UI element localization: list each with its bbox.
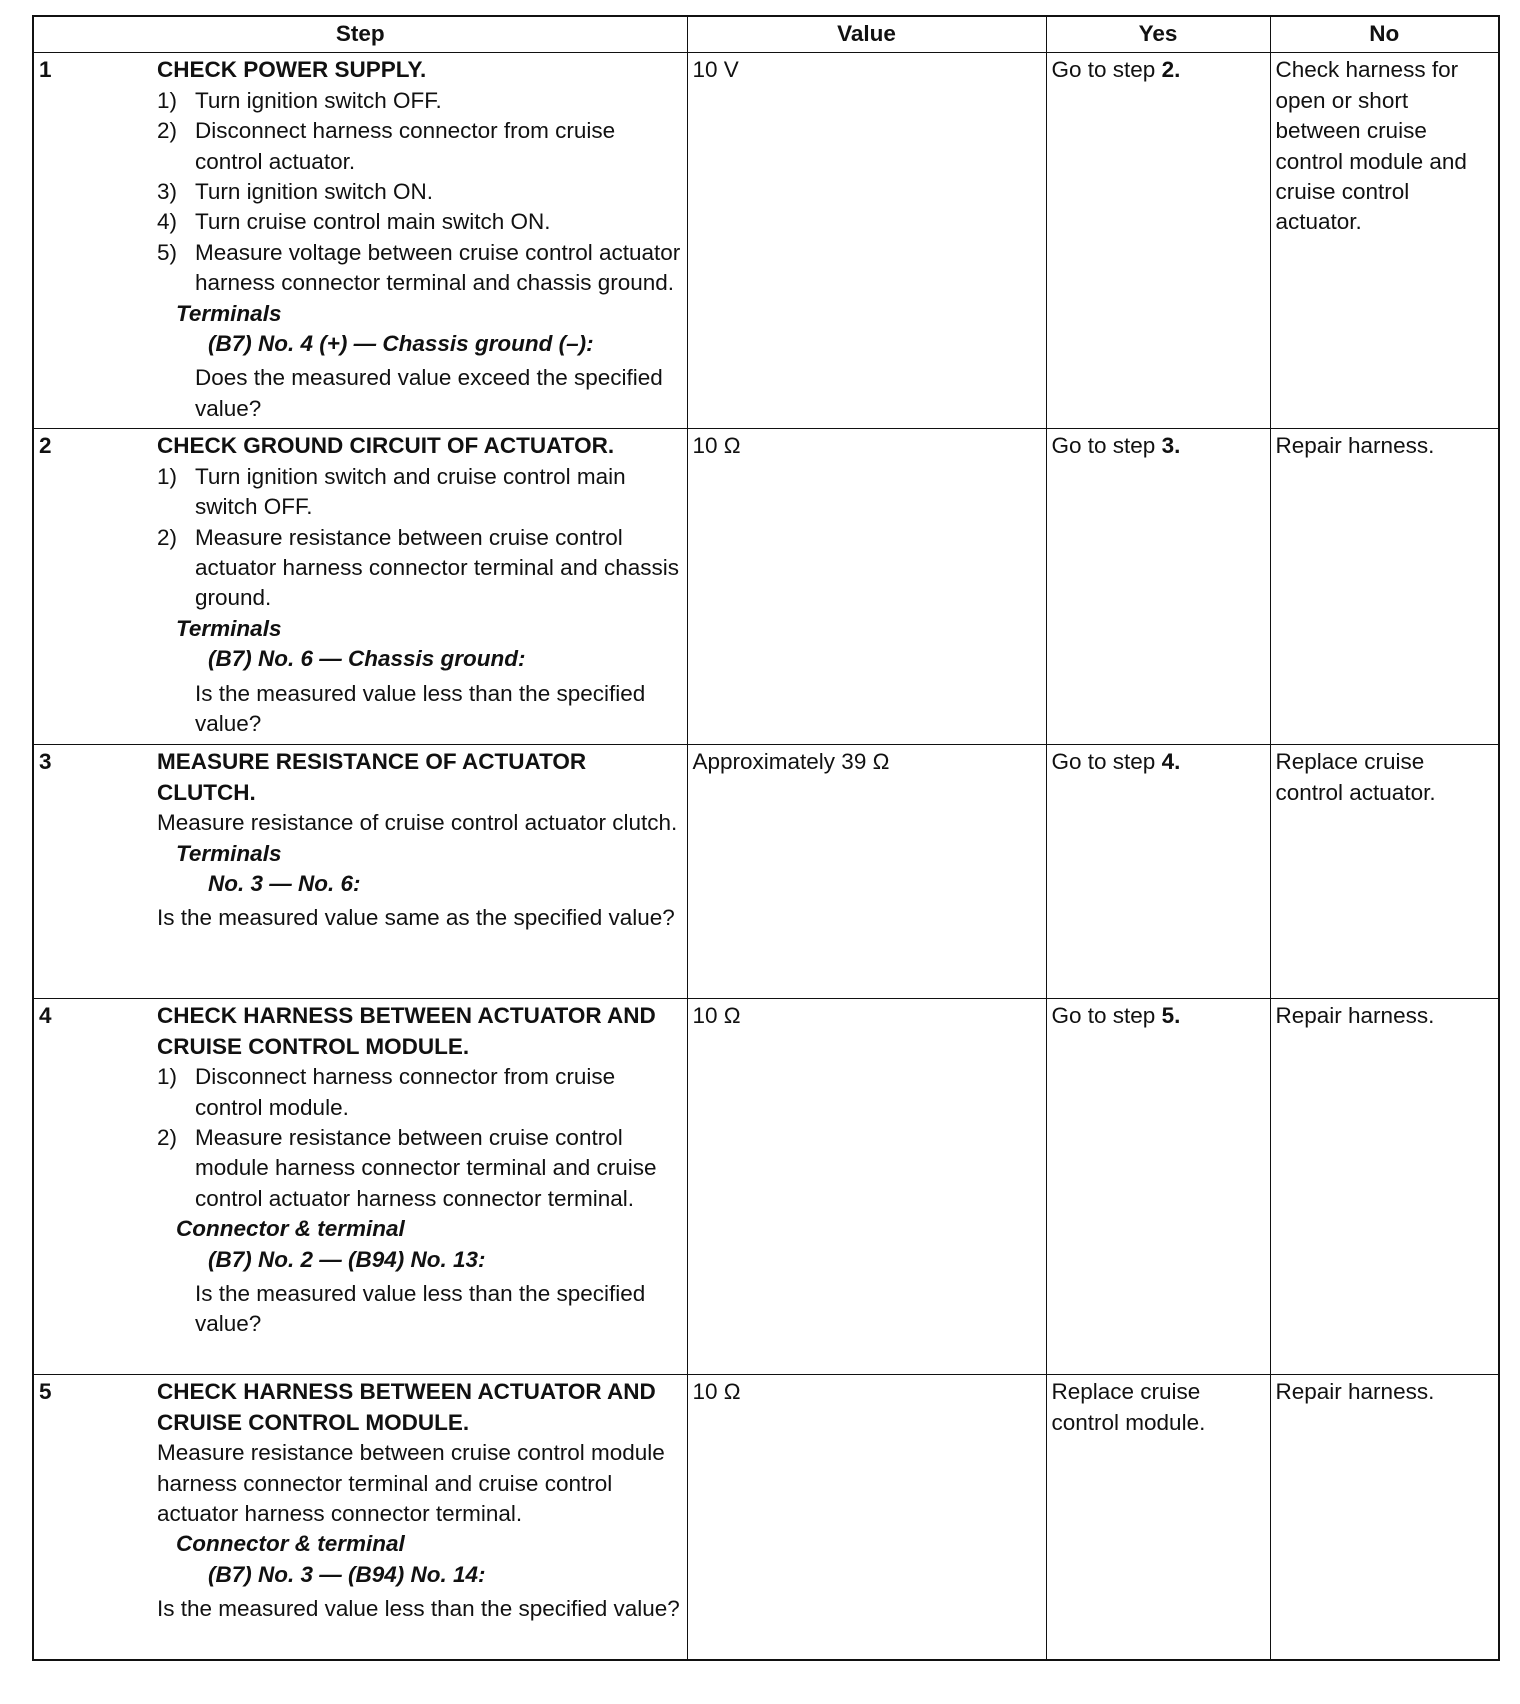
value-cell: 10 Ω — [687, 999, 1046, 1375]
step-cell — [33, 999, 687, 1375]
table-row — [33, 999, 1499, 1375]
connector-terminal-value: (B7) No. 2 — (B94) No. 13: — [208, 1246, 486, 1272]
header-no: No — [1270, 16, 1499, 53]
connector-terminal-label: Connector & terminal — [176, 1531, 405, 1557]
yes-cell: Go to step 5. — [1046, 999, 1270, 1375]
value-cell: 10 Ω — [687, 429, 1046, 745]
connector-terminal-label: Connector & terminal — [176, 1216, 405, 1242]
no-cell: Repair harness. — [1270, 429, 1499, 745]
terminals-label: Terminals — [176, 615, 282, 641]
terminals-label: Terminals — [176, 300, 282, 326]
step-text: Measure resistance of cruise control actuator clutch. — [157, 810, 678, 836]
substep: 2) Measure resistance between cruise control actuator harness connector terminal and chassis ground. — [157, 524, 680, 611]
table-row — [33, 53, 1499, 429]
step-number: 2 — [39, 433, 52, 459]
no-cell: Replace cruise control actuator. — [1270, 745, 1499, 999]
step-number: 5 — [39, 1379, 52, 1405]
yes-cell: Go to step 4. — [1046, 745, 1270, 999]
step-cell — [33, 745, 687, 999]
no-cell: Repair harness. — [1270, 1375, 1499, 1660]
no-cell: Check harness for open or short between cruise control module and cruise control actuator. — [1270, 53, 1499, 429]
step-cell — [33, 429, 687, 745]
header-step: Step — [33, 16, 687, 53]
step-number: 1 — [39, 57, 52, 83]
yes-cell: Go to step 2. — [1046, 53, 1270, 429]
value-cell: 10 Ω — [687, 1375, 1046, 1660]
substep: 1) Turn ignition switch OFF. — [157, 87, 442, 113]
substep: 2) Disconnect harness connector from cruise control actuator. — [157, 118, 616, 174]
step-cell — [33, 1375, 687, 1660]
step-cell — [33, 53, 687, 429]
diagnostic-table — [32, 15, 1500, 1661]
table-row — [33, 745, 1499, 999]
yes-cell: Go to step 3. — [1046, 429, 1270, 745]
yes-cell: Replace cruise control module. — [1046, 1375, 1270, 1660]
step-question: Does the measured value exceed the specified value? — [195, 365, 663, 421]
terminals-value: (B7) No. 4 (+) — Chassis ground (–): — [208, 331, 594, 357]
connector-terminal-value: (B7) No. 3 — (B94) No. 14: — [208, 1561, 486, 1587]
terminals-value: (B7) No. 6 — Chassis ground: — [208, 646, 526, 672]
step-title: CHECK GROUND CIRCUIT OF ACTUATOR. — [157, 433, 615, 459]
step-title: CHECK HARNESS BETWEEN ACTUATOR AND CRUISE CONTROL MODULE. — [157, 1379, 656, 1435]
no-cell: Repair harness. — [1270, 999, 1499, 1375]
substep: 3) Turn ignition switch ON. — [157, 179, 433, 205]
value-cell: 10 V — [687, 53, 1046, 429]
step-question: Is the measured value less than the specified value? — [157, 1596, 680, 1622]
step-title: CHECK POWER SUPPLY. — [157, 57, 427, 83]
substep: 5) Measure voltage between cruise control actuator harness connector terminal and chassis ground. — [157, 239, 681, 296]
step-link: 5. — [1161, 1003, 1181, 1029]
step-link: 3. — [1161, 433, 1181, 459]
terminals-value: No. 3 — No. 6: — [208, 870, 361, 896]
step-link: 2. — [1161, 57, 1181, 83]
header-row — [33, 16, 1499, 53]
terminals-label: Terminals — [176, 840, 282, 866]
step-link: 4. — [1161, 749, 1181, 775]
step-title: CHECK HARNESS BETWEEN ACTUATOR AND CRUISE CONTROL MODULE. — [157, 1003, 656, 1059]
step-question: Is the measured value less than the specified value? — [195, 680, 646, 736]
substep: 4) Turn cruise control main switch ON. — [157, 209, 551, 235]
step-number: 3 — [39, 749, 52, 775]
step-title: MEASURE RESISTANCE OF ACTUATOR CLUTCH. — [157, 749, 587, 805]
substep: 1) Disconnect harness connector from cruise control module. — [157, 1064, 616, 1120]
substep: 2) Measure resistance between cruise control module harness connector terminal and cruise control actuator harness connector terminal. — [157, 1124, 657, 1211]
step-number: 4 — [39, 1003, 52, 1029]
table-row — [33, 1375, 1499, 1660]
header-value: Value — [687, 16, 1046, 53]
header-yes: Yes — [1046, 16, 1270, 53]
value-cell: Approximately 39 Ω — [687, 745, 1046, 999]
step-text: Measure resistance between cruise control module harness connector terminal and cruise control actuator harness connector terminal. — [157, 1440, 665, 1526]
table-row — [33, 429, 1499, 745]
step-question: Is the measured value less than the specified value? — [195, 1280, 646, 1337]
substep: 1) Turn ignition switch and cruise control main switch OFF. — [157, 463, 626, 520]
step-question: Is the measured value same as the specified value? — [157, 905, 675, 931]
